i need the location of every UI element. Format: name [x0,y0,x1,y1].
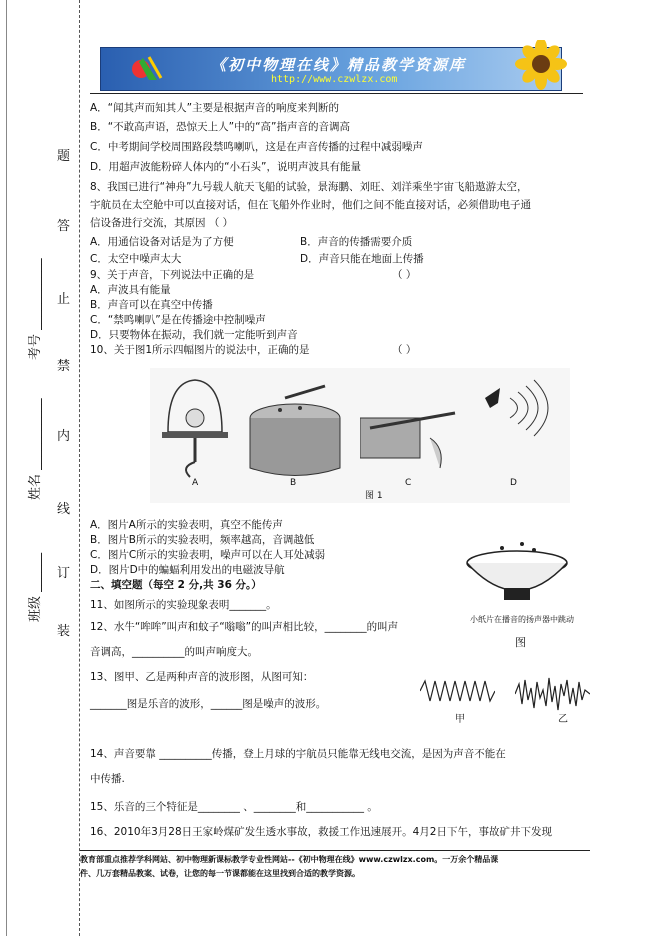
q16: 16、2010年3月28日王家岭煤矿发生透水事故，救援工作迅速展开。4月2日下午，事故矿井下发现 [90,826,552,838]
seal-char-4: 内 [57,429,71,444]
seal-char-7: 答 [57,219,71,234]
seal-char-1: 装 [57,624,71,639]
q9-paren: （ ） [392,269,417,281]
q7-option-c: C．中考期间学校周围路段禁鸣喇叭，这是在声音传播的过程中减弱噪声 [90,141,423,153]
speaker-label: 图 [515,636,526,649]
q13-line-1: 13、图甲、乙是两种声音的波形图，从图可知： [90,671,314,683]
q12-line-2: 音调高，__________的叫声响度大。 [90,646,258,658]
drum-figure [245,378,345,483]
q7-option-b: B．“不敢高声语，恐惊天上人”中的“高”指声音的音调高 [90,121,350,133]
exam-number-label: 考号 ___________ [28,258,43,360]
q8-option-c: C．太空中噪声太大 [90,253,182,265]
q10-option-d: D．图片D中的蝙蝠利用发出的电磁波导航 [90,564,285,576]
logo-icon [131,54,163,84]
fig-label-d: D [510,478,517,488]
speaker-figure [462,538,572,608]
bell-jar-figure [160,372,230,482]
q14-line-2: 中传播. [90,773,125,785]
seal-char-5: 禁 [57,359,71,374]
q11: 11、如图所示的实验现象表明_______。 [90,599,277,611]
q10-option-a: A．图片A所示的实验表明，真空不能传声 [90,519,283,531]
figure-1 [150,368,570,503]
footer-rule [80,850,590,851]
q7-option-a: A．“闻其声而知其人”主要是根据声音的响度来判断的 [90,102,340,114]
fig-caption: 图 1 [365,491,383,501]
margin-border-outer [6,0,7,936]
q12-line-1: 12、水牛“哞哞”叫声和蚊子“嗡嗡”的叫声相比较，________的叫声 [90,621,399,633]
section-2-title: 二、填空题（每空 2 分,共 36 分。） [90,579,262,591]
wave-label-jia: 甲 [455,714,465,725]
q8-stem-3: 信设备进行交流，其原因 （ ） [90,217,234,229]
q13-line-2: _______图是乐音的波形，______图是噪声的波形。 [90,698,327,710]
header-banner [100,47,562,91]
speaker-caption: 小纸片在播音的扬声器中跳动 [470,615,574,624]
seal-char-6: 止 [57,292,71,307]
footer-line-2: 件、几万套精品教案、试卷，让您的每一节课都能在这里找到合适的教学资源。 [80,869,360,878]
margin-border [79,0,80,936]
bat-figure [480,378,570,478]
q8-stem-1: 8、我国已进行“神舟”九号载人航天飞船的试验，景海鹏、刘旺、刘洋乘坐宇宙飞船遨游太空， [90,181,528,193]
class-label: 班级 ______ [28,552,43,622]
q7-option-d: D．用超声波能粉碎人体内的“小石头”，说明声波具有能量 [90,161,361,173]
banner-title: 《初中物理在线》精品教学资源库 [211,56,467,74]
q8-option-b: B．声音的传播需要介质 [300,236,413,248]
wave-label-yi: 乙 [558,714,568,725]
banner-url[interactable]: http://www.czwlzx.com [271,74,398,85]
q8-stem-2: 宇航员在太空舱中可以直接对话，但在飞船外作业时，他们之间不能直接对话，必须借助电子通 [90,199,531,211]
q9-option-b: B．声音可以在真空中传播 [90,299,213,311]
seal-char-3: 线 [57,502,71,517]
q8-option-a: A．用通信设备对话是为了方便 [90,236,234,248]
q9-option-a: A．声波具有能量 [90,284,171,296]
header-rule [90,93,583,94]
fig-label-a: A [192,478,199,488]
wave-jia-figure [420,676,495,706]
sunflower-icon [511,40,571,92]
fig-label-b: B [290,478,297,488]
q9-option-d: D．只要物体在振动，我们就一定能听到声音 [90,329,298,341]
seal-char-2: 订 [57,566,71,581]
seal-char-8: 题 [57,149,71,164]
q9-option-c: C．“禁鸣喇叭”是在传播途中控制噪声 [90,314,266,326]
q10-option-b: B．图片B所示的实验表明，频率越高，音调越低 [90,534,315,546]
ruler-figure [360,398,460,478]
q15: 15、乐音的三个特征是________ 、________和___________ 。 [90,801,378,813]
q14-line-1: 14、声音要靠 __________传播，登上月球的宇航员只能靠无线电交流，是因为声音不能在 [90,748,506,760]
q10-option-c: C．图片C所示的实验表明，噪声可以在人耳处减弱 [90,549,326,561]
q10-stem: 10、关于图1所示四幅图片的说法中，正确的是 [90,344,310,356]
q10-paren: （ ） [392,344,417,356]
footer-line-1: 教育部重点推荐学科网站、初中物理新课标教学专业性网站--《初中物理在线》www.czwlzx.com。一万余个精品课 [80,855,499,864]
wave-yi-figure [515,676,590,712]
q9-stem: 9、关于声音，下列说法中正确的是 [90,269,255,281]
fig-label-c: C [405,478,412,488]
q8-option-d: D．声音只能在地面上传播 [300,253,424,265]
name-label: 姓名 ___________ [28,398,43,500]
